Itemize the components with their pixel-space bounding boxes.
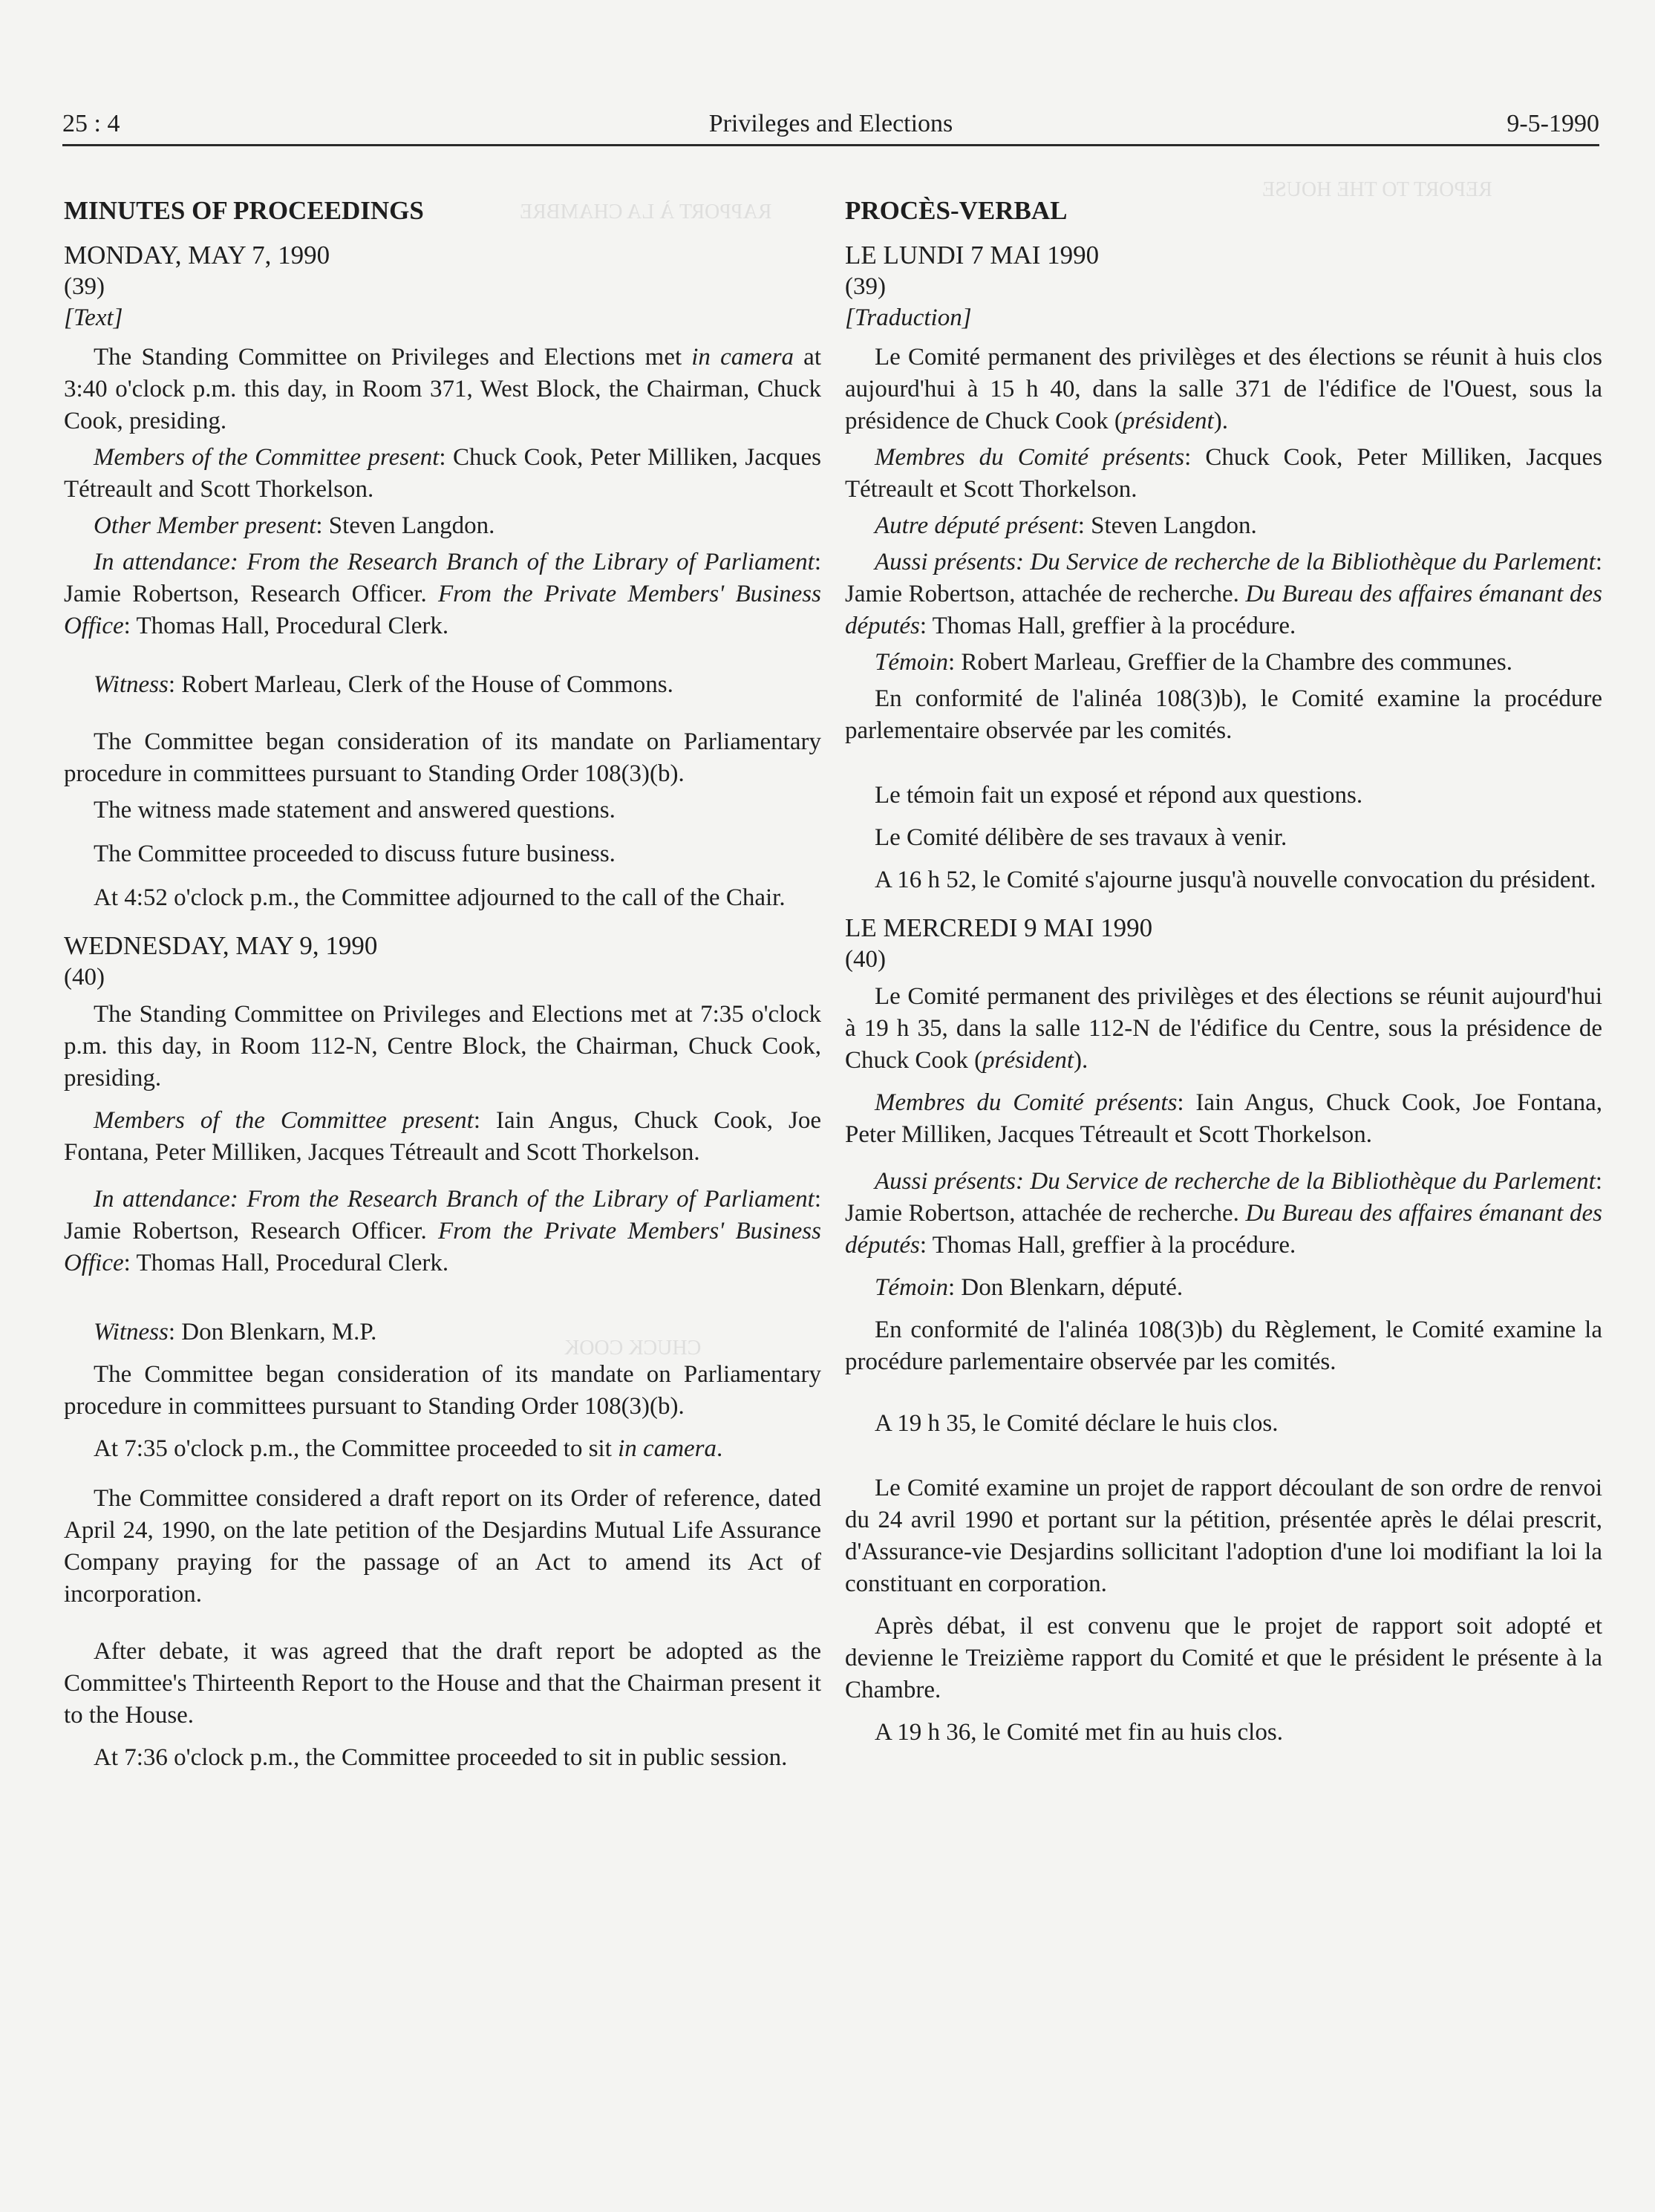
paragraph: The Standing Committee on Privileges and Elections met in camera at 3:40 o'clock p.m. this day, in Room 371, West Block, the Chairman, Chuck Cook, presiding.	[64, 344, 821, 434]
paragraph: A 19 h 36, le Comité met fin au huis clos.	[875, 1719, 1283, 1746]
paragraph: The Standing Committee on Privileges and Elections met at 7:35 o'clock p.m. this day, in Room 112-N, Centre Block, the Chairman, Chuck Cook, presiding.	[64, 1001, 821, 1092]
witness: Witness: Robert Marleau, Clerk of the House of Commons.	[94, 671, 673, 698]
paragraph: En conformité de l'alinéa 108(3)b) du Règlement, le Comité examine la procédure parlementaire observée par les comités.	[845, 1317, 1602, 1375]
in-attendance: In attendance: From the Research Branch of the Library of Parliament: Jamie Robertson, Research Officer. From the Private Members' Business Office: Thomas Hall, Procedural Clerk.	[64, 549, 821, 639]
paragraph: After debate, it was agreed that the draft report be adopted as the Committee's Thirteenth Report to the House and that the Chairman present it to the House.	[64, 1638, 821, 1729]
members-present: Members of the Committee present: Chuck Cook, Peter Milliken, Jacques Tétreault and Scott Thorkelson.	[64, 444, 821, 503]
paragraph: At 7:36 o'clock p.m., the Committee proceeded to sit in public session.	[94, 1744, 788, 1771]
meeting-date: LE MERCREDI 9 MAI 1990	[845, 913, 1153, 942]
paragraph: A 16 h 52, le Comité s'ajourne jusqu'à nouvelle convocation du président.	[875, 867, 1596, 893]
paragraph: The Committee proceeded to discuss future business.	[94, 841, 616, 867]
in-attendance: In attendance: From the Research Branch of the Library of Parliament: Jamie Robertson, Research Officer. From the Private Members' Business Office: Thomas Hall, Procedural Clerk.	[64, 1186, 821, 1276]
bleed-through-text-2: RAPPORT À LA CHAMBRE	[520, 200, 772, 224]
members-present: Membres du Comité présents: Chuck Cook, Peter Milliken, Jacques Tétreault et Scott Thorkelson.	[845, 444, 1603, 503]
meeting-date: WEDNESDAY, MAY 9, 1990	[64, 931, 378, 960]
paragraph: Le témoin fait un exposé et répond aux questions.	[875, 782, 1363, 809]
paragraph: The witness made statement and answered questions.	[94, 797, 616, 823]
paragraph: Le Comité permanent des privilèges et des élections se réunit aujourd'hui à 19 h 35, dans la salle 112-N de l'édifice du Centre, sous la présidence de Chuck Cook (président).	[845, 983, 1602, 1074]
paragraph: Le Comité permanent des privilèges et des élections se réunit à huis clos aujourd'hui à 15 h 40, dans la salle 371 de l'édifice de l'Ouest, sous la présidence de Chuck Cook (président).	[845, 344, 1602, 434]
text-label: [Text]	[64, 304, 123, 331]
bleed-through-text-3: CHUCK COOK	[564, 1337, 702, 1360]
paragraph: En conformité de l'alinéa 108(3)b), le Comité examine la procédure parlementaire observée par les comités.	[845, 685, 1602, 744]
witness: Témoin: Robert Marleau, Greffier de la Chambre des communes.	[875, 649, 1512, 676]
witness: Témoin: Don Blenkarn, député.	[875, 1274, 1184, 1301]
other-member-present: Other Member present: Steven Langdon.	[94, 512, 495, 539]
paragraph: The Committee began consideration of its mandate on Parliamentary procedure in committees pursuant to Standing Order 108(3)(b).	[64, 1361, 821, 1420]
in-attendance: Aussi présents: Du Service de recherche de la Bibliothèque du Parlement: Jamie Robertson, attachée de recherche. Du Bureau des affaires émanant des députés: Thomas Hall, greffier à la procédure.	[845, 549, 1602, 639]
english-column	[64, 195, 821, 1774]
paragraph: The Committee considered a draft report on its Order of reference, dated April 24, 1990, on the late petition of the Desjardins Mutual Life Assurance Company praying for the passage of an Act to amend its Act of incorporation.	[64, 1485, 821, 1608]
paragraph: Le Comité délibère de ses travaux à venir.	[875, 824, 1287, 851]
paragraph: At 7:35 o'clock p.m., the Committee proceeded to sit in camera.	[94, 1435, 723, 1462]
paragraph: The Committee began consideration of its mandate on Parliamentary procedure in committees pursuant to Standing Order 108(3)(b).	[64, 728, 821, 787]
translation-label: [Traduction]	[845, 304, 972, 331]
meeting-number: (40)	[64, 964, 105, 991]
meeting-number: (39)	[845, 273, 886, 300]
paragraph: At 4:52 o'clock p.m., the Committee adjourned to the call of the Chair.	[94, 884, 786, 911]
paragraph: Le Comité examine un projet de rapport découlant de son ordre de renvoi du 24 avril 1990 et portant sur la pétition, présentée après le délai prescrit, d'Assurance-vie Desjardins sollicitant l'adoption d'une loi modifiant la loi la constituant en corporation.	[845, 1475, 1602, 1597]
bleed-through-text-1: REPORT TO THE HOUSE	[1262, 178, 1492, 201]
meeting-date: LE LUNDI 7 MAI 1990	[845, 241, 1100, 270]
in-attendance: Aussi présents: Du Service de recherche de la Bibliothèque du Parlement: Jamie Robertson, attachée de recherche. Du Bureau des affaires émanant des députés: Thomas Hall, greffier à la procédure.	[845, 1168, 1602, 1259]
french-column	[845, 195, 1602, 1749]
proces-verbal-title: PROCÈS-VERBAL	[845, 196, 1068, 225]
minutes-title: MINUTES OF PROCEEDINGS	[64, 196, 424, 225]
meeting-number: (39)	[64, 273, 105, 300]
meeting-number: (40)	[845, 946, 886, 973]
meeting-date: MONDAY, MAY 7, 1990	[64, 241, 330, 270]
members-present: Membres du Comité présents: Iain Angus, Chuck Cook, Joe Fontana, Peter Milliken, Jacques Tétreault et Scott Thorkelson.	[845, 1089, 1602, 1148]
witness: Witness: Don Blenkarn, M.P.	[94, 1319, 377, 1345]
paragraph: Après débat, il est convenu que le projet de rapport soit adopté et devienne le Treizième rapport du Comité et que le président le présente à la Chambre.	[845, 1613, 1602, 1703]
paragraph: A 19 h 35, le Comité déclare le huis clos.	[875, 1410, 1279, 1437]
running-title: Privileges and Elections	[708, 110, 953, 137]
members-present: Members of the Committee present: Iain Angus, Chuck Cook, Joe Fontana, Peter Milliken, Jacques Tétreault and Scott Thorkelson.	[64, 1107, 821, 1166]
page-header	[62, 102, 1599, 146]
page-number: 25 : 4	[62, 110, 120, 137]
header-date: 9-5-1990	[1507, 110, 1599, 137]
other-member-present: Autre député présent: Steven Langdon.	[875, 512, 1257, 539]
